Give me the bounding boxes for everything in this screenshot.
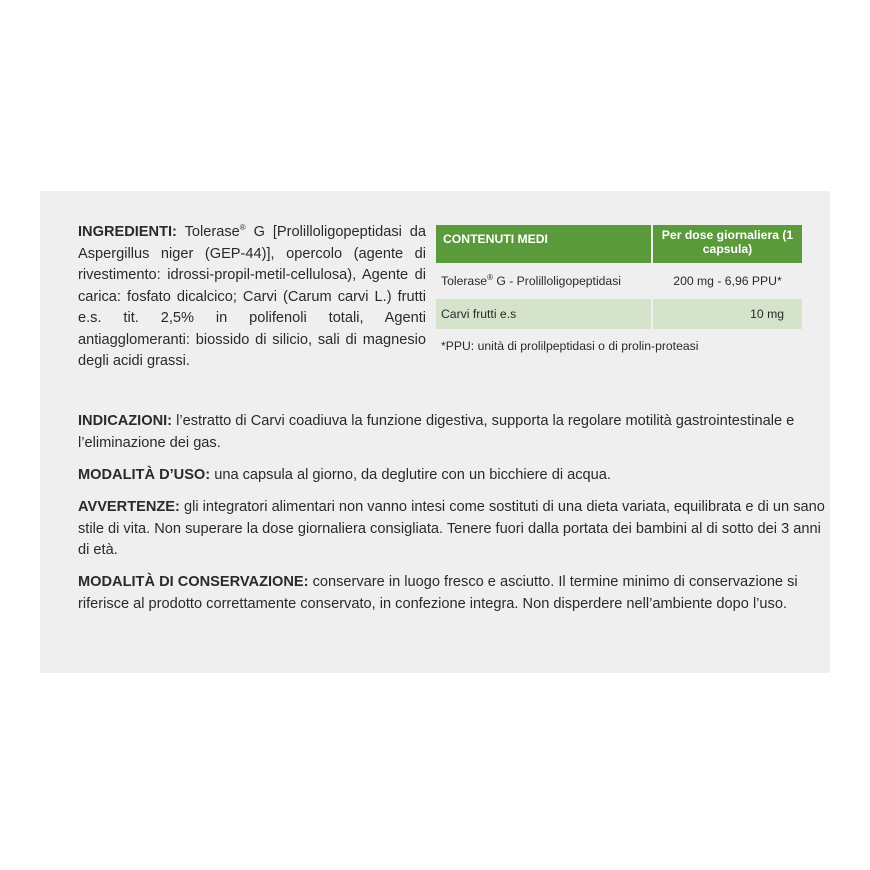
warnings-text: gli integratori alimentari non vanno intesi come sostituti di una dieta variata, equilibrata e di un sano stile di vita. Non superare la dose giornaliera consigliata. Tenere fuori dalla portata dei bambini al di sotto dei 3 anni di età.	[78, 499, 825, 558]
registered-mark: ®	[239, 223, 246, 233]
table-cell-name: Carvi frutti e.s	[436, 299, 651, 329]
table-cell-value: 200 mg - 6,96 PPU*	[673, 274, 782, 288]
usage-text: una capsula al giorno, da deglutire con un bicchiere di acqua.	[210, 467, 611, 483]
nutrition-table	[436, 225, 802, 353]
table-footnote: *PPU: unità di prolilpeptidasi o di prolin-proteasi	[441, 339, 699, 353]
usage-section	[78, 465, 832, 487]
table-header-daily-dose: Per dose giornaliera (1 capsula)	[653, 225, 802, 263]
warnings-section	[78, 497, 832, 562]
row1-brand: Tolerase	[441, 274, 488, 288]
table-row	[436, 263, 802, 299]
storage-text: conservare in luogo fresco e asciutto. Il termine minimo di conservazione si riferisce al prodotto correttamente conservato, in confezione integra. Non disperdere nell’ambiente dopo l’uso.	[78, 574, 798, 612]
indications-section	[78, 411, 832, 454]
ingredients-text: G [Prolilloligopeptidasi da Aspergillus niger (GEP-44)], opercolo (agente di rivestimento: idrossi-propil-metil-cellulosa), Agente di carica: fosfato dicalcico; Carvi (Carum carvi L.) frutti e.s. tit. 2,5% in polifenoli totali, Agenti antiagglomeranti: biossido di silicio, sali di magnesio degli acidi grassi.	[78, 224, 427, 369]
table-row	[436, 299, 802, 329]
table-header-row	[436, 225, 802, 263]
table-cell-name	[436, 274, 651, 288]
ingredients-section	[78, 222, 426, 373]
table-cell-value: 10 mg	[653, 299, 802, 329]
usage-label: MODALITÀ D’USO:	[78, 467, 211, 483]
storage-label: MODALITÀ DI CONSERVAZIONE:	[78, 574, 309, 590]
label-panel	[40, 191, 830, 673]
row1-name: G - Prolilloligopeptidasi	[492, 274, 622, 288]
registered-mark: ®	[487, 272, 493, 282]
table-header-contents: CONTENUTI MEDI	[436, 225, 651, 263]
indications-label: INDICAZIONI:	[78, 413, 173, 429]
ingredients-label: INGREDIENTI:	[78, 224, 177, 240]
storage-section	[78, 572, 832, 615]
indications-text: l’estratto di Carvi coadiuva la funzione digestiva, supporta la regolare motilità gastrointestinale e l’eliminazione dei gas.	[78, 413, 795, 451]
ingredients-brand: Tolerase	[184, 224, 240, 240]
warnings-label: AVVERTENZE:	[78, 499, 180, 515]
